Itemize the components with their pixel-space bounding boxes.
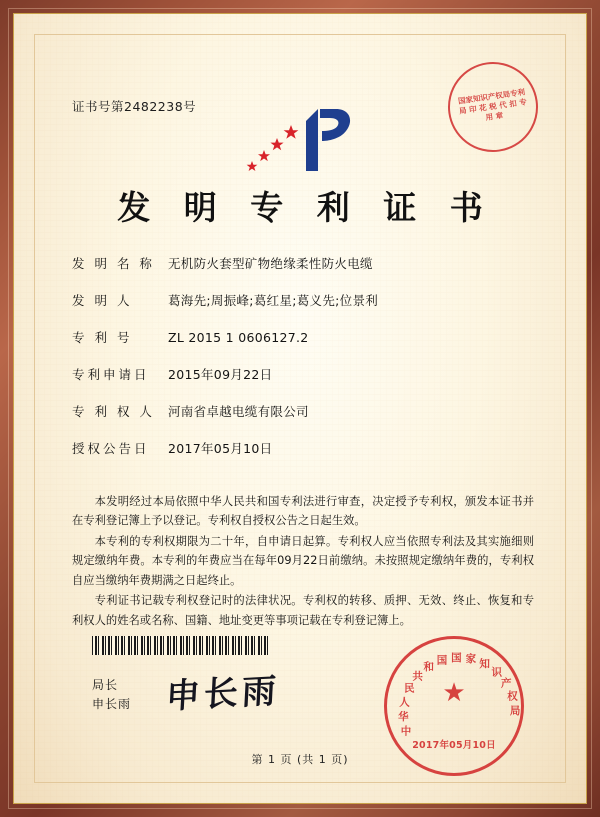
signature-block [92, 676, 131, 713]
seal-ring-text: 中 华 人 民 共 和 国 国 家 知 识 产 权 局 [398, 652, 521, 738]
patent-office-logo-icon [14, 102, 586, 174]
field-row [72, 328, 528, 346]
field-list [72, 254, 528, 476]
field-label-grant-date: 授权公告日 [72, 441, 150, 456]
field-label-patent-number: 专 利 号 [72, 330, 133, 345]
field-label-application-date: 专利申请日 [72, 367, 150, 382]
field-row [72, 254, 528, 272]
paragraph-1: 本发明经过本局依照中华人民共和国专利法进行审查，决定授予专利权，颁发本证书并在专利登记簿上予以登记。专利权自授权公告之日起生效。 [72, 495, 534, 528]
certificate-paper [14, 14, 586, 803]
field-label-patentee: 专 利 权 人 [72, 404, 155, 419]
page-title: 发 明 专 利 证 书 [117, 188, 494, 227]
field-row [72, 439, 528, 457]
field-value-grant-date: 2017年05月10日 [168, 441, 273, 456]
logo-svg [240, 103, 360, 173]
handwritten-signature: 申长雨 [164, 670, 281, 718]
seal-emblem-icon: ★ [442, 677, 466, 708]
field-value-application-date: 2015年09月22日 [168, 367, 273, 382]
field-value-invention-name: 无机防火套型矿物绝缘柔性防火电缆 [168, 256, 373, 271]
field-value-patentee: 河南省卓越电缆有限公司 [168, 404, 309, 419]
field-row [72, 365, 528, 383]
field-label-invention-name: 发 明 名 称 [72, 256, 155, 271]
field-row [72, 291, 528, 309]
paragraph-2: 本专利的专利权期限为二十年，自申请日起算。专利权人应当依照专利法及其实施细则规定缴纳年费。本专利的年费应当在每年09月22日前缴纳。未按照规定缴纳年费的，专利权自应当缴纳年费期满之日起终止。 [72, 534, 534, 587]
field-value-inventors: 葛海先;周振峰;葛红星;葛义先;位景利 [168, 293, 379, 308]
paragraph-3: 专利证书记载专利权登记时的法律状况。专利权的转移、质押、无效、终止、恢复和专利权人的姓名或名称、国籍、地址变更等事项记载在专利登记簿上。 [72, 594, 534, 627]
tax-stamp-text: 国家知识产权局专利局 印 花 税 代 扣 专 用 章 [457, 87, 528, 123]
signature-role: 局长 [92, 678, 119, 692]
legal-text-block [72, 492, 534, 631]
field-row [72, 402, 528, 420]
signature-name: 申长雨 [92, 696, 132, 711]
field-label-inventors: 发 明 人 [72, 293, 133, 308]
seal-date: 2017年05月10日 [412, 740, 496, 751]
certificate-number: 证书号第2482238号 [72, 99, 197, 114]
barcode [92, 636, 270, 655]
field-value-patent-number: ZL 2015 1 0606127.2 [168, 330, 309, 345]
page-footer: 第 1 页 (共 1 页) [251, 753, 349, 766]
